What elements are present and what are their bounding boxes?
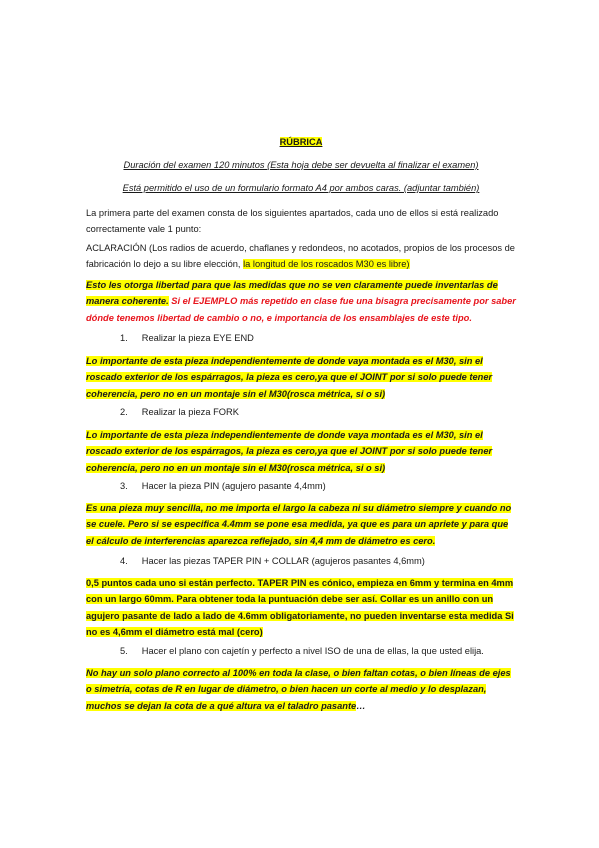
comment-plano (86, 665, 516, 714)
subtitle-formulario-text: Está permitido el uso de un formulario formato A4 por ambos caras. (adjuntar también) (122, 183, 480, 193)
comment-pin (86, 500, 516, 549)
list-item-3 (120, 478, 326, 494)
list-item-number: 5. (120, 646, 128, 656)
comment-eye-end-text: Lo importante de esta pieza independientemente de donde vaya montada es el M30, sin el roscado exterior de los espárragos, la pieza es cero,ya que el JOINT por si solo puede tener coherencia, pero no en un montaje sin el M30(rosca métrica, si o si) (86, 356, 493, 399)
list-item-label: Realizar la pieza EYE END (141, 333, 254, 343)
subtitle-duration-text: Duración del examen 120 minutos (Esta hoja debe ser devuelta al finalizar el examen) (123, 160, 479, 170)
list-item-label: Hacer las piezas TAPER PIN + COLLAR (agujeros pasantes 4,6mm) (141, 556, 425, 566)
comment-plano-text: No hay un solo plano correcto al 100% en toda la clase, o bien faltan cotas, o bien líneas de ejes o simetría, cotas de R en lugar de diámetro, o bien hacen un corte al medio y lo desplazan, muchos se dejan la cota de a qué altura va el taladro pasante (86, 668, 511, 711)
aclaracion-text: ACLARACIÓN (Los radios de acuerdo, chaflanes y redondeos, no acotados, propios de los procesos de fabricación lo dejo a su libre elección, (86, 243, 515, 270)
comment-taper-pin-collar-text: 0,5 puntos cada uno si están perfecto. TAPER PIN es cónico, empieza en 6mm y termina en 4mm con un largo 60mm. Para obtener toda la puntuación debe ser así. Collar es un anillo con un agujero pasante de lado a lado de 4.6mm obligatoriamente, no pueden inventarse esta medida Si no es 4,6mm el diámetro está mal (cero) (86, 578, 514, 637)
list-item-number: 3. (120, 481, 128, 491)
comment-fork (86, 427, 516, 476)
comment-pin-text: Es una pieza muy sencilla, no me importa el largo la cabeza ni su diámetro siempre y cuando no se cuele. Pero si se especifica 4.4mm se pone esa medida, ya que es para un apriete y para que el cálculo de interferencias aparezca reflejado, sin 4,4 mm de diámetro es cero. (86, 503, 512, 546)
list-item-5 (120, 643, 484, 659)
comment-plano-ellipsis: … (356, 700, 366, 711)
list-item-label: Realizar la pieza FORK (141, 407, 239, 417)
comment-fork-text: Lo importante de esta pieza independientemente de donde vaya montada es el M30, sin el roscado exterior de los espárragos, la pieza es cero,ya que el JOINT por si solo puede tener coherencia, pero no en un montaje sin el M30(rosca métrica, si o si) (86, 430, 493, 473)
note-libertad (86, 277, 516, 326)
comment-taper-pin-collar (86, 575, 516, 640)
list-item-number: 1. (120, 333, 128, 343)
list-item-number: 2. (120, 407, 128, 417)
aclaracion-paragraph (86, 240, 516, 273)
list-item-label: Hacer la pieza PIN (agujero pasante 4,4mm) (141, 481, 326, 491)
document-title (86, 134, 516, 150)
subtitle-duration (86, 157, 516, 173)
list-item-1 (120, 330, 254, 346)
comment-eye-end (86, 353, 516, 402)
title-text: RÚBRICA (279, 137, 323, 147)
list-item-4 (120, 553, 425, 569)
note-libertad-black: Esto les otorga libertad para que las medidas que no se ven claramente puede inventarlas de manera coherente. (86, 280, 498, 307)
aclaracion-highlight: la longitud de los roscados M30 es libre) (243, 259, 410, 270)
list-item-2 (120, 404, 239, 420)
intro-paragraph: La primera parte del examen consta de los siguientes apartados, cada uno de ellos si está realizado correctamente vale 1 punto: (86, 208, 499, 235)
subtitle-formulario (86, 180, 516, 196)
list-item-label: Hacer el plano con cajetín y perfecto a nivel ISO de una de ellas, la que usted elija. (141, 646, 484, 656)
list-item-number: 4. (120, 556, 128, 566)
note-libertad-red: Si el EJEMPLO más repetido en clase fue una bisagra precisamente por saber dónde tenemos libertad de cambio o no, e importancia de los ensamblajes de este tipo. (86, 296, 516, 323)
